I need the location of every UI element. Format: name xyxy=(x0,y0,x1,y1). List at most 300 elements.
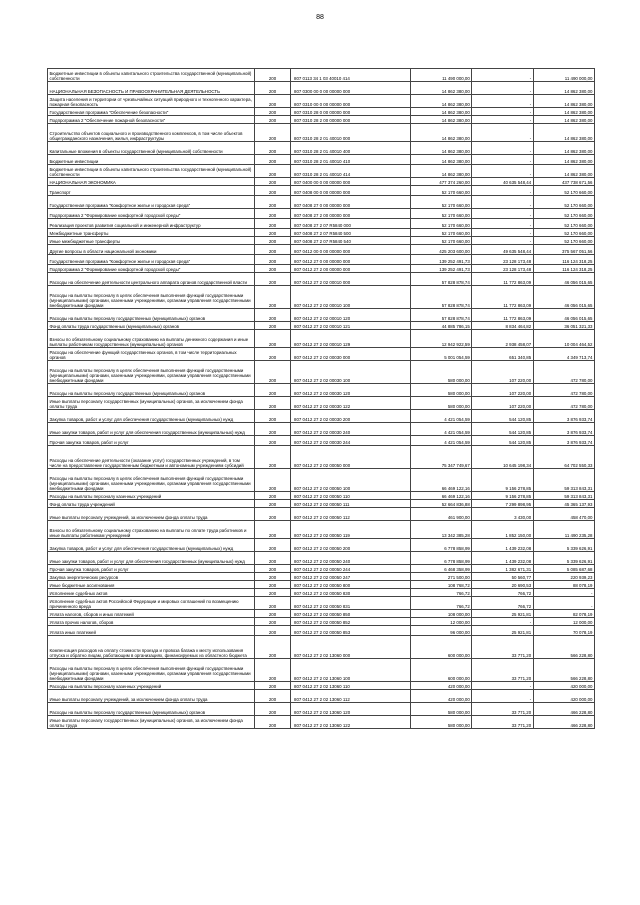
row-approved-cell: 96 000,00 xyxy=(411,626,472,636)
row-approved-cell: 52 170 660,00 xyxy=(411,209,472,219)
row-executed-cell: 49 635 548,44 xyxy=(472,245,533,255)
row-executed-cell: - xyxy=(472,155,533,165)
row-executed-cell: - xyxy=(472,142,533,155)
row-name-cell: Взносы по обязательному социальному страхованию на выплаты денежного содержания и иные выплаты работникам государственных (муниципальных) органов xyxy=(48,330,255,348)
row-budget-code-cell: 807 0412 27 2 02 00050 111 xyxy=(291,500,411,508)
row-executed-cell: 544 120,85 xyxy=(472,436,533,446)
row-remaining-cell: 458 470,00 xyxy=(533,508,594,521)
row-remaining-cell: 52 170 660,00 xyxy=(533,237,594,245)
row-code-cell: 200 xyxy=(255,492,291,500)
row-code-cell: 200 xyxy=(255,108,291,116)
row-remaining-cell: 472 780,00 xyxy=(533,397,594,410)
row-name-cell: Закупка товаров, работ и услуг для обеспечения государственных (муниципальных) нужд xyxy=(48,410,255,423)
row-code-cell: 200 xyxy=(255,410,291,423)
table-row xyxy=(48,178,595,186)
row-name-cell: Прочая закупка товаров, работ и услуг xyxy=(48,436,255,446)
row-budget-code-cell: 807 0412 27 2 02 00030 100 xyxy=(291,361,411,384)
row-approved-cell: 139 252 491,73 xyxy=(411,265,472,273)
row-name-cell: Иные межбюджетные трансферты xyxy=(48,237,255,245)
row-code-cell: 200 xyxy=(255,618,291,626)
table-row xyxy=(48,573,595,581)
row-approved-cell: 108 768,72 xyxy=(411,581,472,589)
row-name-cell: Расходы на выплаты персоналу государственных (муниципальных) органов xyxy=(48,703,255,716)
table-row xyxy=(48,446,595,469)
table-row xyxy=(48,539,595,552)
row-executed-cell: 8 834 464,82 xyxy=(472,322,533,330)
row-code-cell: 200 xyxy=(255,423,291,436)
row-executed-cell: 50 560,77 xyxy=(472,573,533,581)
row-executed-cell: 10 645 198,34 xyxy=(472,446,533,469)
row-remaining-cell: 46 056 015,65 xyxy=(533,286,594,309)
table-row xyxy=(48,581,595,589)
row-remaining-cell: 4 349 713,74 xyxy=(533,348,594,361)
row-executed-cell: - xyxy=(472,186,533,196)
row-remaining-cell: 52 170 660,00 xyxy=(533,196,594,209)
row-remaining-cell: 220 939,23 xyxy=(533,573,594,581)
row-executed-cell: 107 220,00 xyxy=(472,397,533,410)
row-approved-cell: 4 421 054,59 xyxy=(411,436,472,446)
row-remaining-cell: 420 000,00 xyxy=(533,682,594,690)
row-executed-cell: 11 772 863,09 xyxy=(472,309,533,322)
row-budget-code-cell: 807 0310 28 2 00 00000 000 xyxy=(291,116,411,124)
page-number: 88 xyxy=(316,14,324,21)
row-budget-code-cell: 807 0408 27 0 00 00000 000 xyxy=(291,196,411,209)
row-code-cell: 200 xyxy=(255,124,291,142)
row-name-cell: Расходы на выплаты персоналу казенных учреждений xyxy=(48,492,255,500)
row-budget-code-cell: 807 0412 27 2 02 00050 112 xyxy=(291,508,411,521)
row-executed-cell: - xyxy=(472,229,533,237)
row-approved-cell: 66 469 122,16 xyxy=(411,469,472,492)
row-name-cell: Бюджетные инвестиции xyxy=(48,155,255,165)
table-row xyxy=(48,196,595,209)
row-remaining-cell: 52 170 660,00 xyxy=(533,209,594,219)
row-approved-cell: 13 342 385,28 xyxy=(411,521,472,539)
row-name-cell: Подпрограмма 2 "Формирование комфортной городской среды" xyxy=(48,209,255,219)
table-row xyxy=(48,716,595,729)
row-name-cell: Закупка товаров, работ и услуг для обеспечения государственных (муниципальных) нужд xyxy=(48,539,255,552)
row-name-cell: Иные выплаты персоналу государственных (муниципальных) органов, за исключением фонда оплаты труда xyxy=(48,397,255,410)
row-name-cell: Уплата прочих налогов, сборов xyxy=(48,618,255,626)
row-executed-cell: 766,72 xyxy=(472,589,533,597)
row-executed-cell: - xyxy=(472,219,533,229)
row-name-cell: Уплата иных платежей xyxy=(48,626,255,636)
table-row xyxy=(48,186,595,196)
row-budget-code-cell: 807 0412 27 2 02 13060 110 xyxy=(291,682,411,690)
row-code-cell: 200 xyxy=(255,245,291,255)
row-remaining-cell: 116 124 318,25 xyxy=(533,265,594,273)
row-code-cell: 200 xyxy=(255,330,291,348)
row-remaining-cell: 14 862 380,00 xyxy=(533,95,594,108)
row-approved-cell: 14 862 380,00 xyxy=(411,82,472,95)
row-budget-code-cell: 807 0412 27 2 02 00030 244 xyxy=(291,436,411,446)
row-approved-cell: 52 664 836,88 xyxy=(411,500,472,508)
row-approved-cell: 600 000,00 xyxy=(411,636,472,659)
row-budget-code-cell: 807 0412 27 2 02 00050 852 xyxy=(291,618,411,626)
table-row xyxy=(48,82,595,95)
row-budget-code-cell: 807 0412 27 2 02 13060 000 xyxy=(291,636,411,659)
row-budget-code-cell: 807 0310 28 0 00 00000 000 xyxy=(291,108,411,116)
row-executed-cell: 2 938 458,07 xyxy=(472,330,533,348)
row-approved-cell: 11 490 000,00 xyxy=(411,69,472,82)
row-approved-cell: 75 347 749,67 xyxy=(411,446,472,469)
row-budget-code-cell: 807 0412 27 2 00 00000 000 xyxy=(291,265,411,273)
row-name-cell: Фонд оплаты труда государственных (муниципальных) органов xyxy=(48,322,255,330)
row-name-cell: Расходы на выплаты персоналу государственных (муниципальных) органов xyxy=(48,384,255,397)
table-row xyxy=(48,108,595,116)
row-budget-code-cell: 807 0412 27 2 02 00050 831 xyxy=(291,597,411,610)
row-code-cell: 200 xyxy=(255,384,291,397)
table-row xyxy=(48,397,595,410)
row-approved-cell: 52 170 660,00 xyxy=(411,237,472,245)
row-budget-code-cell: 807 0310 00 0 00 00000 000 xyxy=(291,95,411,108)
row-remaining-cell: 14 862 380,00 xyxy=(533,116,594,124)
row-name-cell: Расходы на выплаты персоналу в целях обеспечения выполнения функций государственными (муниципальными) органами, казенными учреждениями, органами управления государственными внебюджетными фондами xyxy=(48,361,255,384)
row-executed-cell: 40 635 548,44 xyxy=(472,178,533,186)
row-name-cell: Исполнение судебных актов xyxy=(48,589,255,597)
row-code-cell: 200 xyxy=(255,690,291,703)
row-approved-cell: 6 778 858,99 xyxy=(411,552,472,565)
row-budget-code-cell: 807 0412 27 2 02 13060 112 xyxy=(291,690,411,703)
row-budget-code-cell: 807 0412 27 2 02 00030 000 xyxy=(291,348,411,361)
row-approved-cell: 14 862 380,00 xyxy=(411,124,472,142)
row-approved-cell: 14 862 380,00 xyxy=(411,116,472,124)
row-code-cell: 200 xyxy=(255,539,291,552)
table-row xyxy=(48,155,595,165)
row-code-cell: 200 xyxy=(255,155,291,165)
row-remaining-cell: 14 862 380,00 xyxy=(533,165,594,178)
row-approved-cell: 57 828 878,74 xyxy=(411,309,472,322)
row-code-cell: 200 xyxy=(255,255,291,265)
row-code-cell: 200 xyxy=(255,469,291,492)
row-name-cell: Государственная программа "Комфортное жилье и городская среда" xyxy=(48,196,255,209)
row-name-cell: Межбюджетные трансферты xyxy=(48,229,255,237)
row-executed-cell: - xyxy=(472,82,533,95)
row-approved-cell: 580 000,00 xyxy=(411,703,472,716)
row-code-cell: 200 xyxy=(255,626,291,636)
row-executed-cell: 1 439 232,08 xyxy=(472,552,533,565)
row-remaining-cell: 437 738 671,56 xyxy=(533,178,594,186)
table-row xyxy=(48,690,595,703)
row-approved-cell: 580 000,00 xyxy=(411,361,472,384)
table-row xyxy=(48,219,595,229)
row-code-cell: 200 xyxy=(255,116,291,124)
row-budget-code-cell: 807 0412 27 2 02 00050 110 xyxy=(291,492,411,500)
row-remaining-cell: - xyxy=(533,589,594,597)
row-budget-code-cell: 807 0412 27 2 02 00030 120 xyxy=(291,384,411,397)
table-row xyxy=(48,410,595,423)
table-row xyxy=(48,245,595,255)
row-executed-cell: 1 382 671,31 xyxy=(472,565,533,573)
row-remaining-cell: 5 339 626,91 xyxy=(533,552,594,565)
row-executed-cell: - xyxy=(472,682,533,690)
row-approved-cell: 66 469 122,16 xyxy=(411,492,472,500)
table-row xyxy=(48,552,595,565)
row-executed-cell: 11 772 863,09 xyxy=(472,273,533,286)
row-remaining-cell: 566 228,80 xyxy=(533,659,594,682)
row-remaining-cell: 472 780,00 xyxy=(533,361,594,384)
table-row xyxy=(48,165,595,178)
table-row xyxy=(48,116,595,124)
row-budget-code-cell: 807 0412 27 2 02 00050 853 xyxy=(291,626,411,636)
row-name-cell: Капитальные вложения в объекты государственной (муниципальной) собственности xyxy=(48,142,255,155)
row-code-cell: 200 xyxy=(255,322,291,330)
row-approved-cell: 477 374 260,00 xyxy=(411,178,472,186)
table-row xyxy=(48,322,595,330)
row-remaining-cell: 472 780,00 xyxy=(533,384,594,397)
row-approved-cell: 766,72 xyxy=(411,597,472,610)
row-code-cell: 200 xyxy=(255,69,291,82)
table-row xyxy=(48,124,595,142)
row-name-cell: Закупка энергетических ресурсов xyxy=(48,573,255,581)
row-name-cell: Фонд оплаты труда учреждений xyxy=(48,500,255,508)
row-budget-code-cell: 807 0412 27 2 02 00010 000 xyxy=(291,273,411,286)
row-name-cell: Иные выплаты персоналу государственных (муниципальных) органов, за исключением фонда оплаты труда xyxy=(48,716,255,729)
table-row xyxy=(48,229,595,237)
row-executed-cell: - xyxy=(472,196,533,209)
table-row xyxy=(48,95,595,108)
row-code-cell: 200 xyxy=(255,597,291,610)
row-approved-cell: 6 778 858,99 xyxy=(411,539,472,552)
row-approved-cell: 14 862 380,00 xyxy=(411,142,472,155)
row-code-cell: 200 xyxy=(255,552,291,565)
row-budget-code-cell: 807 0412 00 0 00 00000 000 xyxy=(291,245,411,255)
row-executed-cell: - xyxy=(472,618,533,626)
row-remaining-cell: 82 078,19 xyxy=(533,610,594,618)
row-remaining-cell: 5 085 687,68 xyxy=(533,565,594,573)
row-remaining-cell: 14 862 380,00 xyxy=(533,155,594,165)
row-budget-code-cell: 807 0412 27 2 02 00050 200 xyxy=(291,539,411,552)
table-row xyxy=(48,273,595,286)
table-row xyxy=(48,384,595,397)
row-code-cell: 200 xyxy=(255,565,291,573)
row-approved-cell: 425 203 600,00 xyxy=(411,245,472,255)
table-row xyxy=(48,659,595,682)
row-executed-cell: 23 128 173,48 xyxy=(472,255,533,265)
table-row xyxy=(48,469,595,492)
row-code-cell: 200 xyxy=(255,521,291,539)
row-name-cell: НАЦИОНАЛЬНАЯ БЕЗОПАСНОСТЬ И ПРАВООХРАНИТЕЛЬНАЯ ДЕЯТЕЛЬНОСТЬ xyxy=(48,82,255,95)
row-name-cell: Взносы по обязательному социальному страхованию на выплаты по оплате труда работников и иные выплаты работникам учреждений xyxy=(48,521,255,539)
row-executed-cell: 544 120,85 xyxy=(472,423,533,436)
row-remaining-cell: 14 862 380,00 xyxy=(533,142,594,155)
row-code-cell: 200 xyxy=(255,716,291,729)
row-code-cell: 200 xyxy=(255,703,291,716)
row-budget-code-cell: 807 0412 27 2 02 13060 120 xyxy=(291,703,411,716)
row-code-cell: 200 xyxy=(255,186,291,196)
row-budget-code-cell: 807 0412 27 2 02 00050 240 xyxy=(291,552,411,565)
table-row xyxy=(48,265,595,273)
row-executed-cell: - xyxy=(472,95,533,108)
row-code-cell: 200 xyxy=(255,286,291,309)
row-budget-code-cell: 807 0113 34 1 03 40010 414 xyxy=(291,69,411,82)
row-remaining-cell: 52 170 660,00 xyxy=(533,229,594,237)
row-code-cell: 200 xyxy=(255,209,291,219)
row-budget-code-cell: 807 0412 27 2 02 13060 122 xyxy=(291,716,411,729)
row-name-cell: Иные закупки товаров, работ и услуг для обеспечения государственных (муниципальных) нужд xyxy=(48,552,255,565)
row-approved-cell: 14 862 380,00 xyxy=(411,165,472,178)
row-name-cell: Транспорт xyxy=(48,186,255,196)
row-approved-cell: 420 000,00 xyxy=(411,690,472,703)
row-name-cell: Исполнение судебных актов Российской Федерации и мировых соглашений по возмещению причиненного вреда xyxy=(48,597,255,610)
row-budget-code-cell: 807 0408 00 0 00 00000 000 xyxy=(291,186,411,196)
row-executed-cell: 9 156 278,85 xyxy=(472,469,533,492)
row-code-cell: 200 xyxy=(255,610,291,618)
row-name-cell: Бюджетные инвестиции в объекты капитального строительства государственной (муниципальной) собственности xyxy=(48,69,255,82)
row-name-cell: Расходы на выплаты персоналу в целях обеспечения выполнения функций государственными (муниципальными) органами, казенными учреждениями, органами управления государственными внебюджетными фондами xyxy=(48,659,255,682)
row-approved-cell: 580 000,00 xyxy=(411,716,472,729)
table-row xyxy=(48,597,595,610)
row-approved-cell: 580 000,00 xyxy=(411,397,472,410)
row-executed-cell: 107 220,00 xyxy=(472,384,533,397)
table-row xyxy=(48,348,595,361)
row-code-cell: 200 xyxy=(255,508,291,521)
row-remaining-cell: 14 862 380,00 xyxy=(533,108,594,116)
row-code-cell: 200 xyxy=(255,265,291,273)
row-remaining-cell: 36 051 321,33 xyxy=(533,322,594,330)
row-approved-cell: 12 942 922,59 xyxy=(411,330,472,348)
row-remaining-cell: 466 228,80 xyxy=(533,716,594,729)
row-executed-cell: 33 771,20 xyxy=(472,659,533,682)
row-code-cell: 200 xyxy=(255,659,291,682)
row-budget-code-cell: 807 0300 00 0 00 00000 000 xyxy=(291,82,411,95)
row-code-cell: 200 xyxy=(255,581,291,589)
row-remaining-cell: 88 078,19 xyxy=(533,581,594,589)
table-body xyxy=(48,69,595,729)
row-remaining-cell: 3 876 933,74 xyxy=(533,423,594,436)
row-approved-cell: 52 170 660,00 xyxy=(411,219,472,229)
row-remaining-cell: 64 702 550,33 xyxy=(533,446,594,469)
row-executed-cell: 11 772 863,09 xyxy=(472,286,533,309)
row-remaining-cell: 14 862 380,00 xyxy=(533,82,594,95)
row-name-cell: Иные выплаты персоналу учреждений, за исключением фонда оплаты труда xyxy=(48,508,255,521)
row-code-cell: 200 xyxy=(255,500,291,508)
row-budget-code-cell: 807 0310 28 2 01 40010 400 xyxy=(291,142,411,155)
row-budget-code-cell: 807 0408 27 2 07 R5840 540 xyxy=(291,237,411,245)
row-budget-code-cell: 807 0412 27 2 02 00050 100 xyxy=(291,469,411,492)
row-budget-code-cell: 807 0412 27 2 02 00050 244 xyxy=(291,565,411,573)
table-row xyxy=(48,436,595,446)
table-row xyxy=(48,610,595,618)
row-remaining-cell: - xyxy=(533,597,594,610)
row-approved-cell: 5 001 054,59 xyxy=(411,348,472,361)
row-executed-cell: 33 771,20 xyxy=(472,716,533,729)
row-executed-cell: 544 120,85 xyxy=(472,410,533,423)
row-code-cell: 200 xyxy=(255,165,291,178)
row-budget-code-cell: 807 0310 28 2 01 40010 414 xyxy=(291,165,411,178)
row-approved-cell: 57 828 878,74 xyxy=(411,273,472,286)
row-budget-code-cell: 807 0412 27 2 02 00050 119 xyxy=(291,521,411,539)
row-approved-cell: 4 421 054,59 xyxy=(411,410,472,423)
table-row xyxy=(48,508,595,521)
row-executed-cell: 3 430,00 xyxy=(472,508,533,521)
row-code-cell: 200 xyxy=(255,178,291,186)
row-name-cell: Расходы на выплаты персоналу государственных (муниципальных) органов xyxy=(48,309,255,322)
row-remaining-cell: 10 004 464,52 xyxy=(533,330,594,348)
table-row xyxy=(48,565,595,573)
row-name-cell: Иные бюджетные ассигнования xyxy=(48,581,255,589)
row-code-cell: 200 xyxy=(255,397,291,410)
row-budget-code-cell: 807 0412 27 2 02 00030 200 xyxy=(291,410,411,423)
row-code-cell: 200 xyxy=(255,237,291,245)
row-remaining-cell: 46 056 015,65 xyxy=(533,309,594,322)
row-name-cell: Иные закупки товаров, работ и услуг для обеспечения государственных (муниципальных) нужд xyxy=(48,423,255,436)
row-name-cell: Расходы на выплаты персоналу казенных учреждений xyxy=(48,682,255,690)
row-approved-cell: 14 862 380,00 xyxy=(411,155,472,165)
row-code-cell: 200 xyxy=(255,436,291,446)
row-approved-cell: 52 170 660,00 xyxy=(411,196,472,209)
row-approved-cell: 108 000,00 xyxy=(411,610,472,618)
table-row xyxy=(48,589,595,597)
table-row xyxy=(48,636,595,659)
row-name-cell: Расходы на обеспечение деятельности центрального аппарата органов государственной власти xyxy=(48,273,255,286)
row-approved-cell: 271 500,00 xyxy=(411,573,472,581)
row-approved-cell: 44 885 786,15 xyxy=(411,322,472,330)
row-executed-cell: 1 439 232,08 xyxy=(472,539,533,552)
row-budget-code-cell: 807 0412 27 2 02 00050 000 xyxy=(291,446,411,469)
row-budget-code-cell: 807 0412 27 2 02 00010 121 xyxy=(291,322,411,330)
row-remaining-cell: 45 365 137,93 xyxy=(533,500,594,508)
row-code-cell: 200 xyxy=(255,348,291,361)
row-name-cell: Иные выплаты персоналу учреждений, за исключением фонда оплаты труда xyxy=(48,690,255,703)
row-budget-code-cell: 807 0412 27 2 02 00050 830 xyxy=(291,589,411,597)
row-executed-cell: - xyxy=(472,124,533,142)
row-name-cell: Строительство объектов социального и производственного комплексов, в том числе объектов общегражданского назначения, жилья, инфраструктуры xyxy=(48,124,255,142)
row-code-cell: 200 xyxy=(255,446,291,469)
table-row xyxy=(48,69,595,82)
table-row xyxy=(48,142,595,155)
row-remaining-cell: 375 567 051,56 xyxy=(533,245,594,255)
row-approved-cell: 461 900,00 xyxy=(411,508,472,521)
table-row xyxy=(48,209,595,219)
row-remaining-cell: 3 876 933,74 xyxy=(533,410,594,423)
row-code-cell: 200 xyxy=(255,95,291,108)
row-approved-cell: 139 252 491,73 xyxy=(411,255,472,265)
row-remaining-cell: 52 170 660,00 xyxy=(533,186,594,196)
row-executed-cell: 107 220,00 xyxy=(472,361,533,384)
row-name-cell: Расходы на выплаты персоналу в целях обеспечения выполнения функций государственными (муниципальными) органами, казенными учреждениями, органами управления государственными внебюджетными фондами xyxy=(48,286,255,309)
row-executed-cell: 9 156 278,85 xyxy=(472,492,533,500)
row-approved-cell: 52 170 660,00 xyxy=(411,186,472,196)
row-approved-cell: 6 468 358,99 xyxy=(411,565,472,573)
row-remaining-cell: 466 228,80 xyxy=(533,703,594,716)
row-remaining-cell: 59 313 843,31 xyxy=(533,469,594,492)
row-name-cell: НАЦИОНАЛЬНАЯ ЭКОНОМИКА xyxy=(48,178,255,186)
row-code-cell: 200 xyxy=(255,196,291,209)
table-row xyxy=(48,423,595,436)
row-name-cell: Защита населения и территории от чрезвычайных ситуаций природного и техногенного характера, пожарная безопасность xyxy=(48,95,255,108)
table-row xyxy=(48,703,595,716)
row-budget-code-cell: 807 0412 27 2 02 00010 120 xyxy=(291,309,411,322)
row-name-cell: Подпрограмма 2 "Формирование комфортной городской среды" xyxy=(48,265,255,273)
row-approved-cell: 52 170 660,00 xyxy=(411,229,472,237)
table-row xyxy=(48,237,595,245)
row-name-cell: Прочая закупка товаров, работ и услуг xyxy=(48,565,255,573)
row-executed-cell: - xyxy=(472,116,533,124)
row-name-cell: Уплата налогов, сборов и иных платежей xyxy=(48,610,255,618)
row-remaining-cell: 116 124 318,25 xyxy=(533,255,594,265)
row-name-cell: Другие вопросы в области национальной экономики xyxy=(48,245,255,255)
row-remaining-cell: 3 876 933,74 xyxy=(533,436,594,446)
table-row xyxy=(48,361,595,384)
row-name-cell: Расходы на выплаты персоналу в целях обеспечения выполнения функций государственными (муниципальными) органами, казенными учреждениями, органами управления государственными внебюджетными фондами xyxy=(48,469,255,492)
row-approved-cell: 14 862 380,00 xyxy=(411,108,472,116)
row-executed-cell: 33 771,20 xyxy=(472,636,533,659)
row-executed-cell: 1 852 150,00 xyxy=(472,521,533,539)
row-executed-cell: - xyxy=(472,165,533,178)
row-code-cell: 200 xyxy=(255,636,291,659)
row-budget-code-cell: 807 0412 27 2 02 00010 129 xyxy=(291,330,411,348)
row-code-cell: 200 xyxy=(255,82,291,95)
